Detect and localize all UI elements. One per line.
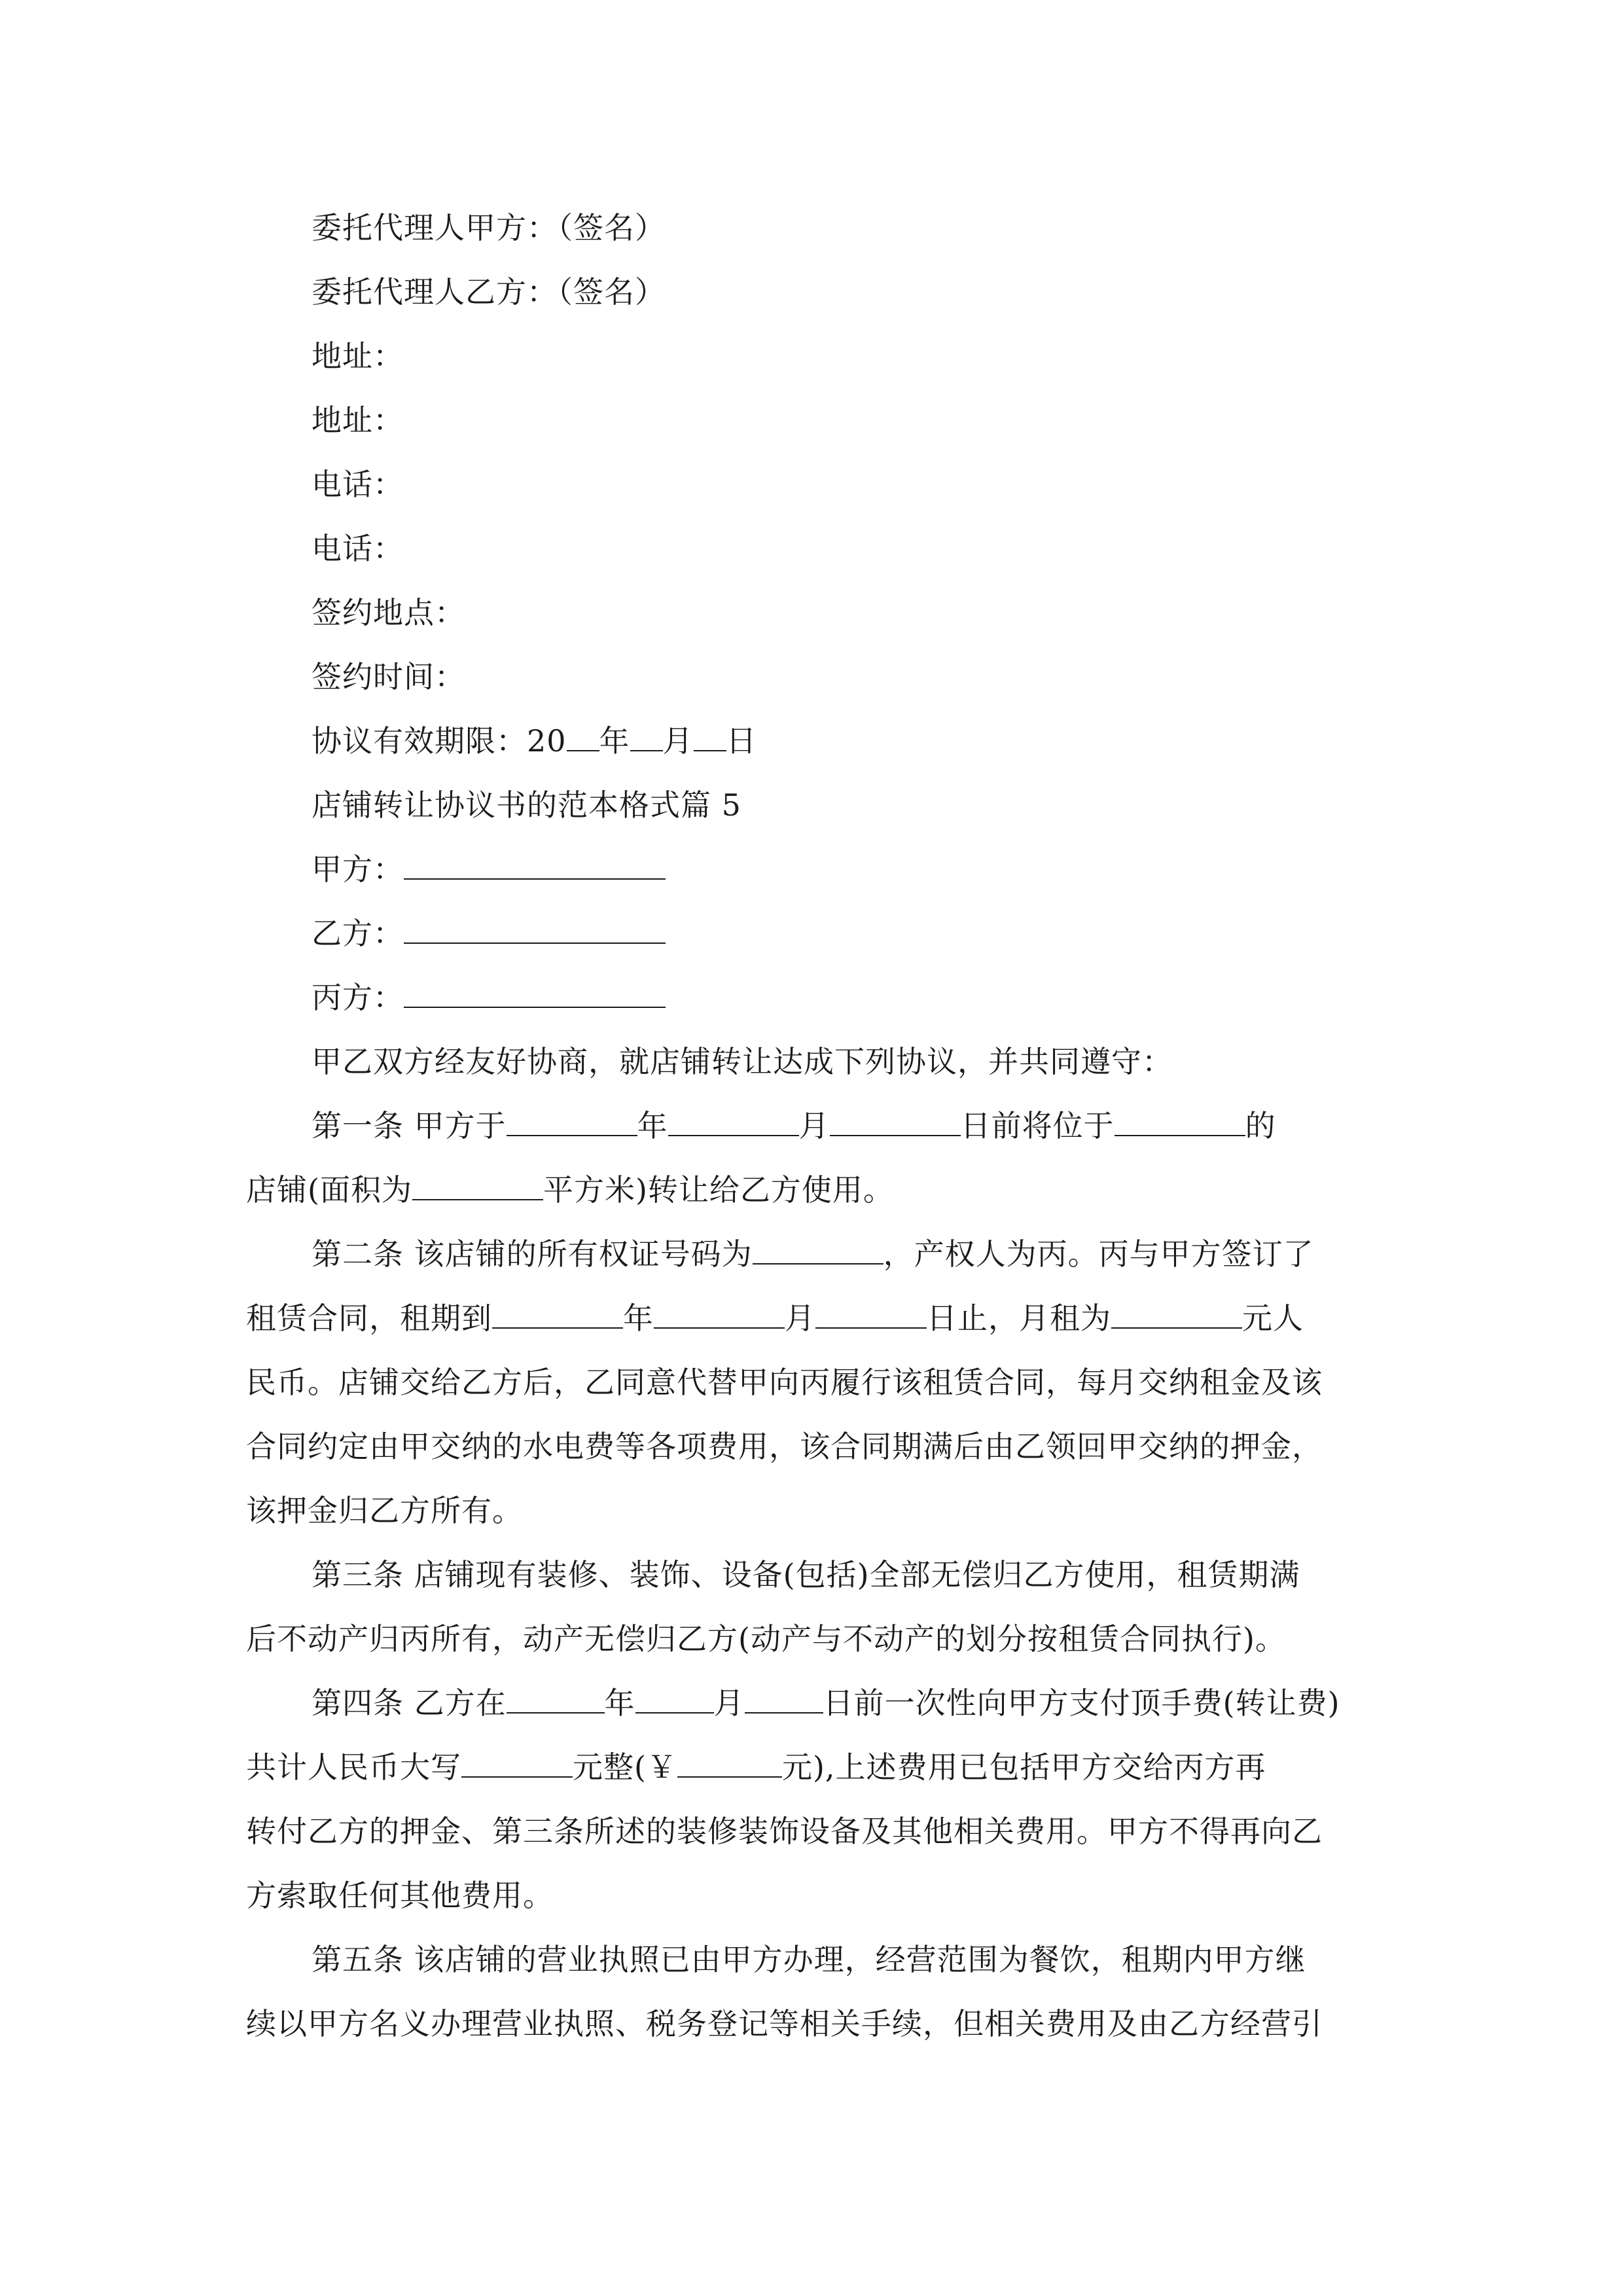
article1-area-label: 店铺(面积为 xyxy=(246,1172,412,1208)
article4-text-a: 第四条 乙方在 xyxy=(312,1685,507,1721)
agent-a-signature: 委托代理人甲方：（签名） xyxy=(312,210,666,245)
article4-year: 年 xyxy=(604,1685,635,1721)
article4-amount-words-blank xyxy=(461,1748,573,1778)
article1-blank-1 xyxy=(507,1106,637,1136)
article2-day-blank xyxy=(815,1299,927,1329)
article2-cert-blank xyxy=(753,1234,883,1265)
article4-amount-num-blank xyxy=(677,1748,782,1778)
article3-line2: 后不动产归丙所有，动产无偿归乙方(动产与不动产的划分按租赁合同执行)。 xyxy=(246,1621,1286,1657)
intro-paragraph: 甲乙双方经友好协商，就店铺转让达成下列协议，并共同遵守： xyxy=(312,1044,1173,1079)
article4-month: 月 xyxy=(713,1685,745,1721)
phone-line-1: 电话： xyxy=(312,467,404,502)
article4-text-c: 元),上述费用已包括甲方交给丙方再 xyxy=(781,1749,1266,1785)
phone-line-2: 电话： xyxy=(312,531,404,566)
article2-text-c: 租赁合同，租期到 xyxy=(246,1300,492,1336)
agent-b-signature: 委托代理人乙方：（签名） xyxy=(312,274,666,310)
article4-line4: 方索取任何其他费用。 xyxy=(246,1878,554,1913)
party-a-line xyxy=(312,850,666,889)
article4-day-blank xyxy=(745,1683,823,1713)
article1-year: 年 xyxy=(637,1108,668,1143)
day-blank xyxy=(694,721,726,751)
validity-month: 月 xyxy=(662,723,694,759)
article1-blank-4 xyxy=(1115,1106,1245,1136)
article1-blank-3 xyxy=(830,1106,961,1136)
article2-rent-label: 日止，月租为 xyxy=(927,1300,1111,1336)
address-line-1: 地址： xyxy=(312,338,404,374)
article4-amount-yuan: 元整(￥ xyxy=(573,1749,677,1785)
article2-rent-blank xyxy=(1111,1299,1242,1329)
validity-label: 协议有效期限：20 xyxy=(312,723,567,759)
month-blank xyxy=(630,721,663,751)
article4-line3: 转付乙方的押金、第三条所述的装修装饰设备及其他相关费用。甲方不得再向乙 xyxy=(246,1814,1323,1849)
article1-text-a: 第一条 甲方于 xyxy=(312,1108,507,1143)
article3-line1: 第三条 店铺现有装修、装饰、设备(包括)全部无偿归乙方使用，租赁期满 xyxy=(312,1557,1300,1592)
article2-year: 年 xyxy=(623,1300,654,1336)
party-c-line xyxy=(312,978,666,1017)
article2-line2 xyxy=(246,1299,1304,1338)
article2-year-blank xyxy=(492,1299,623,1329)
year-blank xyxy=(567,721,599,751)
article1-area-suffix: 平方米)转让给乙方使用。 xyxy=(543,1172,894,1208)
article4-year-blank xyxy=(507,1683,605,1713)
party-b-blank xyxy=(404,914,666,944)
article1-blank-2 xyxy=(668,1106,799,1136)
article2-rent-unit: 元人 xyxy=(1242,1300,1304,1336)
article4-amount-label: 共计人民币大写 xyxy=(246,1749,461,1785)
party-a-label: 甲方： xyxy=(312,852,404,887)
article5-line1: 第五条 该店铺的营业执照已由甲方办理，经营范围为餐饮，租期内甲方继 xyxy=(312,1942,1306,1977)
article2-line4: 合同约定由甲交纳的水电费等各项费用，该合同期满后由乙领回甲交纳的押金， xyxy=(246,1429,1323,1464)
validity-day: 日 xyxy=(726,723,757,759)
validity-year: 年 xyxy=(599,723,630,759)
article2-month: 月 xyxy=(785,1300,815,1336)
party-b-line xyxy=(312,914,666,953)
party-b-label: 乙方： xyxy=(312,916,404,951)
article1-area-blank xyxy=(412,1170,543,1200)
article1-day: 日前将位于 xyxy=(960,1108,1115,1143)
article5-line2: 续以甲方名义办理营业执照、税务登记等相关手续，但相关费用及由乙方经营引 xyxy=(246,2006,1323,2041)
article1-of: 的 xyxy=(1245,1108,1276,1143)
validity-line xyxy=(312,721,757,761)
article2-line3: 民币。店铺交给乙方后，乙同意代替甲向丙履行该租赁合同，每月交纳租金及该 xyxy=(246,1365,1323,1400)
article2-line1 xyxy=(312,1234,1314,1274)
sign-place-line: 签约地点： xyxy=(312,595,465,630)
article2-text-a: 第二条 该店铺的所有权证号码为 xyxy=(312,1236,753,1272)
section-title: 店铺转让协议书的范本格式篇 5 xyxy=(312,787,741,823)
article4-line2 xyxy=(246,1748,1266,1787)
article4-text-b: 日前一次性向甲方支付顶手费(转让费) xyxy=(823,1685,1340,1721)
sign-time-line: 签约时间： xyxy=(312,659,465,694)
address-line-2: 地址： xyxy=(312,403,404,438)
article2-month-blank xyxy=(654,1299,785,1329)
article1-line2 xyxy=(246,1170,894,1210)
party-a-blank xyxy=(404,850,666,880)
article4-line1 xyxy=(312,1683,1340,1723)
article1-month: 月 xyxy=(798,1108,830,1143)
party-c-blank xyxy=(404,978,666,1008)
party-c-label: 丙方： xyxy=(312,980,404,1015)
article2-text-b: ，产权人为丙。丙与甲方签订了 xyxy=(883,1236,1314,1272)
article2-line5: 该押金归乙方所有。 xyxy=(246,1493,523,1528)
article4-month-blank xyxy=(635,1683,714,1713)
article1-line1 xyxy=(312,1106,1276,1145)
